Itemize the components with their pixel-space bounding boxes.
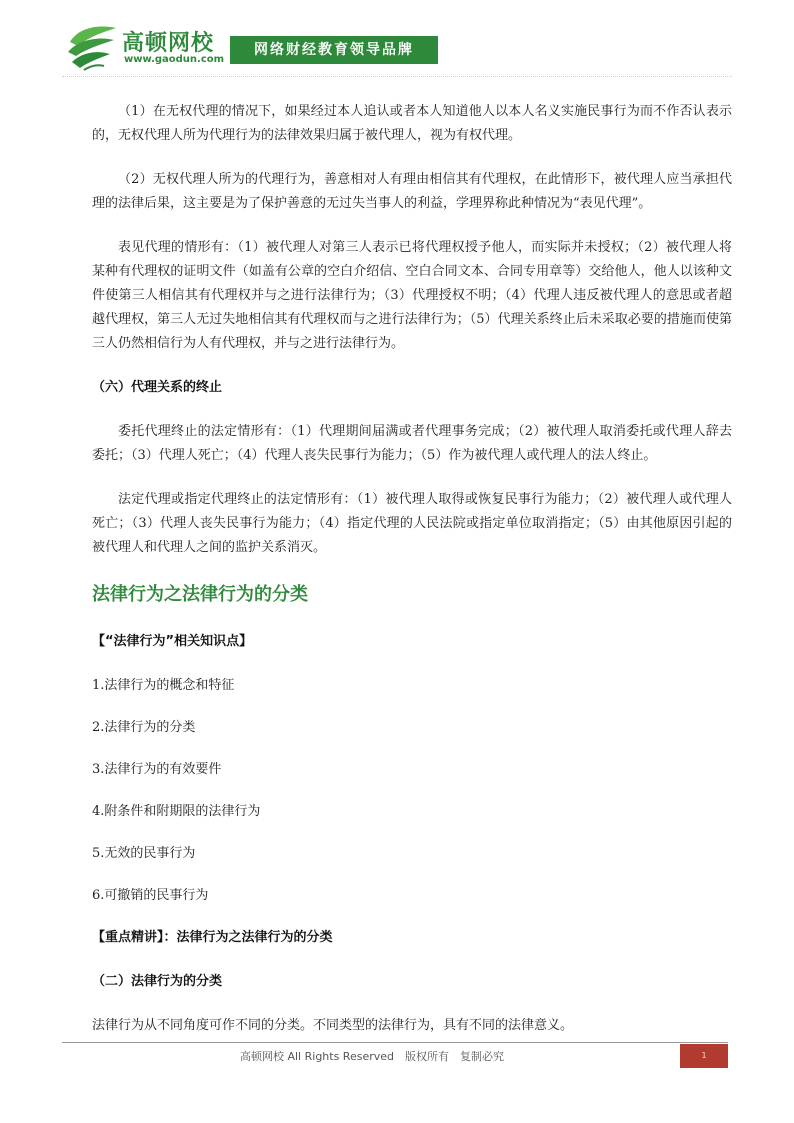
- brand-name: 高顿网校: [122, 31, 215, 56]
- list-item: 6.可撤销的民事行为: [92, 888, 209, 903]
- footer-divider: [62, 1042, 728, 1043]
- knowledge-list: [92, 674, 732, 908]
- document-body: [92, 100, 732, 1056]
- list-item: 4.附条件和附期限的法律行为: [92, 804, 261, 819]
- footer-copyright: 高顿网校 All Rights Reserved 版权所有 复制必究: [239, 1050, 505, 1063]
- paragraph: 表见代理的情形有：（1）被代理人对第三人表示已将代理权授予他人，而实际并未授权；（2）被代理人将某种有代理权的证明文件（如盖有公章的空白介绍信、空白合同文本、合同专用章等）交给他人，他人以该种文件使第三人相信其有代理权并与之进行法律行为；（3）代理授权不明；（4）代理人违反被代理人的意思或者超越代理权，第三人无过失地相信其有代理权而与之进行法律行为；（5）代理关系终止后未采取必要的措施而使第三人仍然相信行为人有代理权，并与之进行法律行为。: [92, 240, 732, 351]
- page-number: 1: [680, 1044, 728, 1068]
- brand-slogan: 网络财经教育领导品牌: [230, 36, 438, 64]
- focus-heading: 【重点精讲】：法律行为之法律行为的分类: [92, 930, 333, 945]
- page-header: [62, 20, 732, 82]
- paragraph: （1）在无权代理的情况下，如果经过本人追认或者本人知道他人以本人名义实施民事行为而不作否认表示的，无权代理人所为代理行为的法律效果归属于被代理人，视为有权代理。: [92, 104, 732, 143]
- knowledge-heading: 【“法律行为”相关知识点】: [92, 634, 253, 649]
- list-item: 5.无效的民事行为: [92, 846, 196, 861]
- list-item: 2.法律行为的分类: [92, 720, 196, 735]
- section-heading: （二）法律行为的分类: [92, 974, 223, 989]
- brand-url: www.gaodun.com: [124, 54, 225, 65]
- leaf-icon: [64, 22, 120, 74]
- paragraph: 委托代理终止的法定情形有：（1）代理期间届满或者代理事务完成；（2）被代理人取消委托或代理人辞去委托；（3）代理人死亡；（4）代理人丧失民事行为能力；（5）作为被代理人或代理人的法人终止。: [92, 424, 732, 463]
- list-item: 1.法律行为的概念和特征: [92, 678, 235, 693]
- chapter-title: 法律行为之法律行为的分类: [92, 584, 308, 605]
- section-heading: （六）代理关系的终止: [92, 380, 223, 395]
- paragraph: （2）无权代理人所为的代理行为，善意相对人有理由相信其有代理权，在此情形下，被代理人应当承担代理的法律后果，这主要是为了保护善意的无过失当事人的利益，学理界称此种情况为“表见代理”。: [92, 172, 732, 211]
- paragraph: 法定代理或指定代理终止的法定情形有：（1）被代理人取得或恢复民事行为能力；（2）被代理人或代理人死亡；（3）代理人丧失民事行为能力；（4）指定代理的人民法院或指定单位取消指定；（5）由其他原因引起的被代理人和代理人之间的监护关系消灭。: [92, 492, 732, 555]
- paragraph: 法律行为从不同角度可作不同的分类。不同类型的法律行为，具有不同的法律意义。: [92, 1018, 574, 1033]
- header-divider: [62, 76, 732, 77]
- list-item: 3.法律行为的有效要件: [92, 762, 222, 777]
